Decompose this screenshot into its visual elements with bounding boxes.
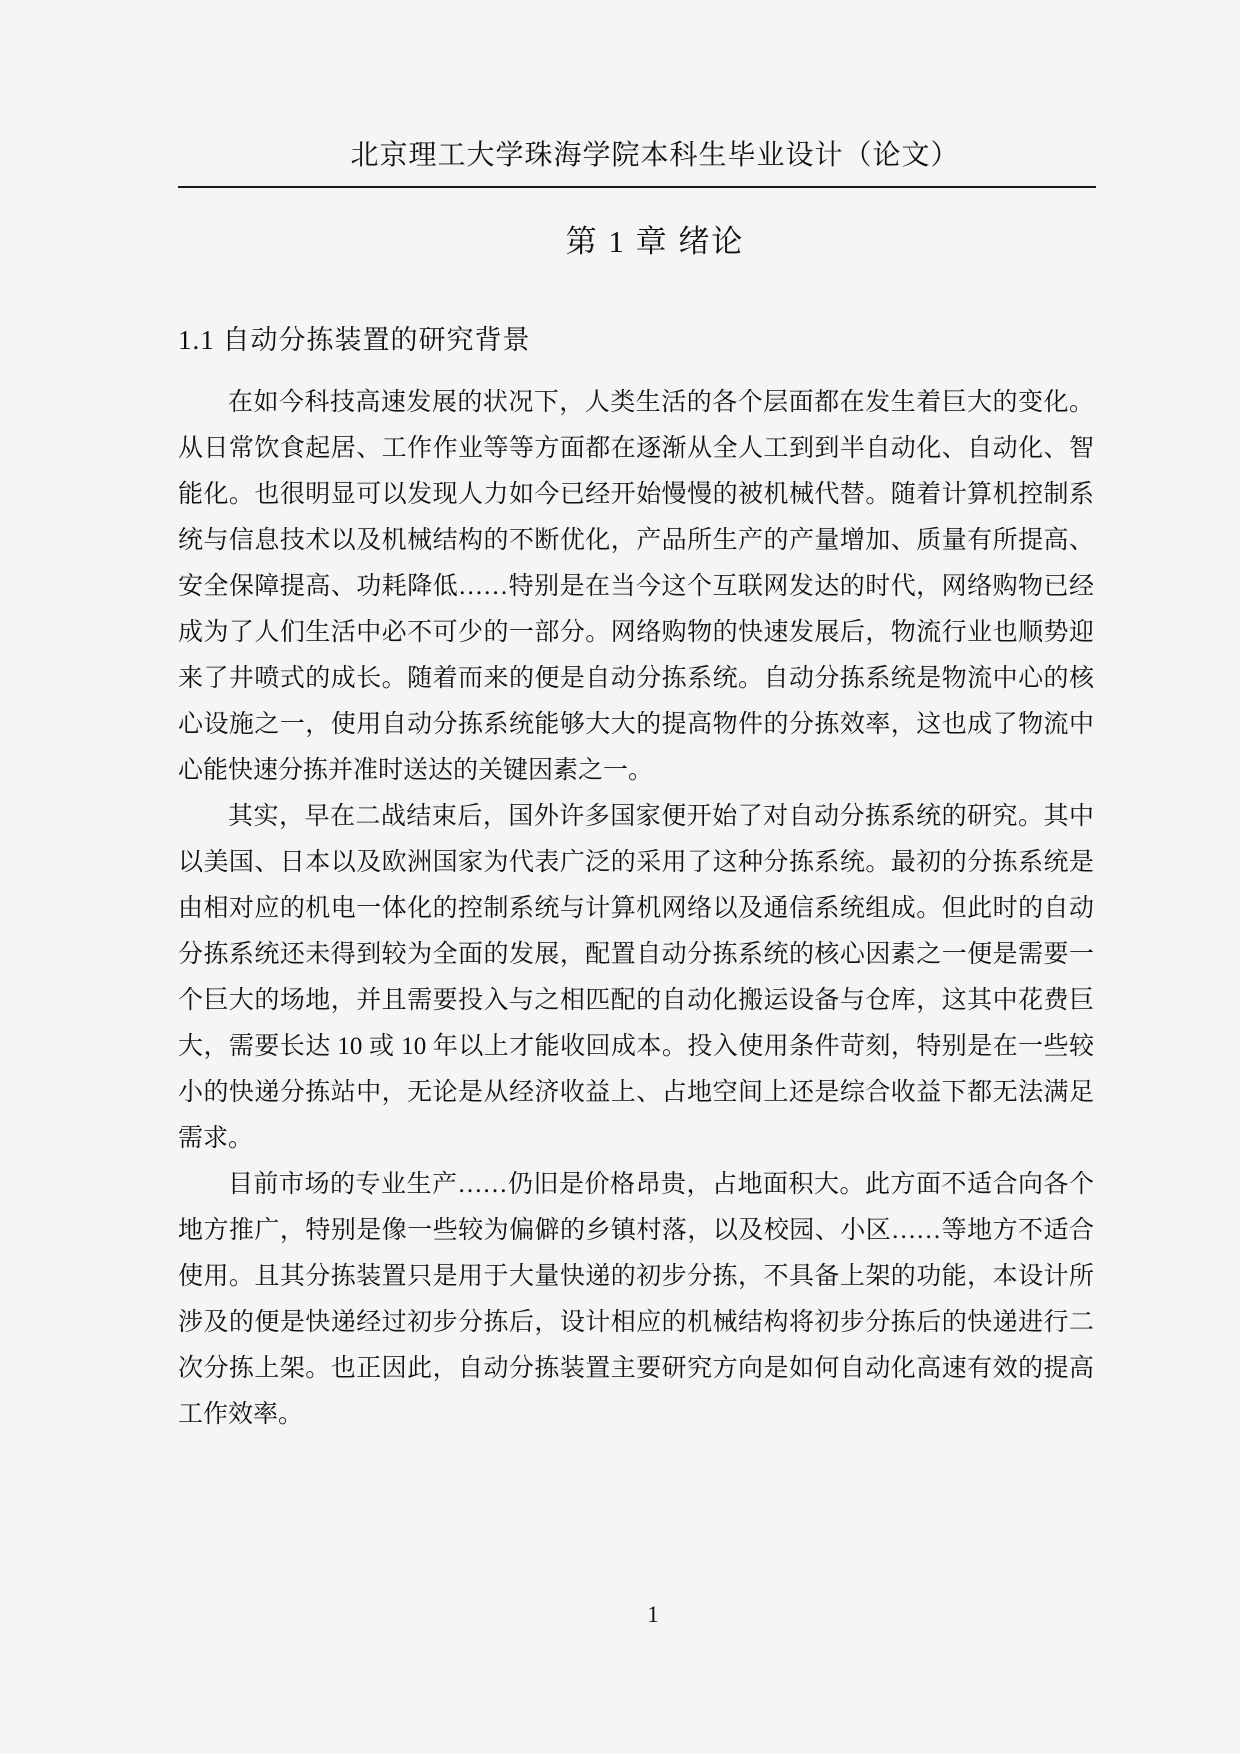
page-number: 1 <box>647 1602 659 1627</box>
chapter-title: 第 1 章 绪论 <box>565 224 745 259</box>
running-header: 北京理工大学珠海学院本科生毕业设计（论文） <box>350 140 960 171</box>
header-divider <box>178 186 1096 188</box>
paragraph-2: 其实，早在二战结束后，国外许多国家便开始了对自动分拣系统的研究。其中以美国、日本以及欧洲国家为代表广泛的采用了这种分拣系统。最初的分拣系统是由相对应的机电一体化的控制系统与计算机网络以及通信系统组成。但此时的自动分拣系统还未得到较为全面的发展，配置自动分拣系统的核心因素之一便是需要一个巨大的场地，并且需要投入与之相匹配的自动化搬运设备与仓库，这其中花费巨大，需要长达 10 或 10 年以上才能收回成本。投入使用条件苛刻，特别是在一些较小的快递分拣站中，无论是从经济收益上、占地空间上还是综合收益下都无法满足需求。 <box>178 803 1094 1152</box>
body-text <box>178 380 1094 1438</box>
paragraph-1: 在如今科技高速发展的状况下，人类生活的各个层面都在发生着巨大的变化。从日常饮食起居、工作作业等等方面都在逐渐从全人工到到半自动化、自动化、智能化。也很明显可以发现人力如今已经开始慢慢的被机械代替。随着计算机控制系统与信息技术以及机械结构的不断优化，产品所生产的产量增加、质量有所提高、安全保障提高、功耗降低……特别是在当今这个互联网发达的时代，网络购物已经成为了人们生活中必不可少的一部分。网络购物的快速发展后，物流行业也顺势迎来了井喷式的成长。随着而来的便是自动分拣系统。自动分拣系统是物流中心的核心设施之一，使用自动分拣系统能够大大的提高物件的分拣效率，这也成了物流中心能快速分拣并准时送达的关键因素之一。 <box>178 389 1094 784</box>
paragraph-3: 目前市场的专业生产……仍旧是价格昂贵，占地面积大。此方面不适合向各个地方推广，特别是像一些较为偏僻的乡镇村落，以及校园、小区……等地方不适合使用。且其分拣装置只是用于大量快递的初步分拣，不具备上架的功能，本设计所涉及的便是快递经过初步分拣后，设计相应的机械结构将初步分拣后的快递进行二次分拣上架。也正因此，自动分拣装置主要研究方向是如何自动化高速有效的提高工作效率。 <box>178 1171 1094 1428</box>
section-heading: 1.1 自动分拣装置的研究背景 <box>178 325 531 355</box>
